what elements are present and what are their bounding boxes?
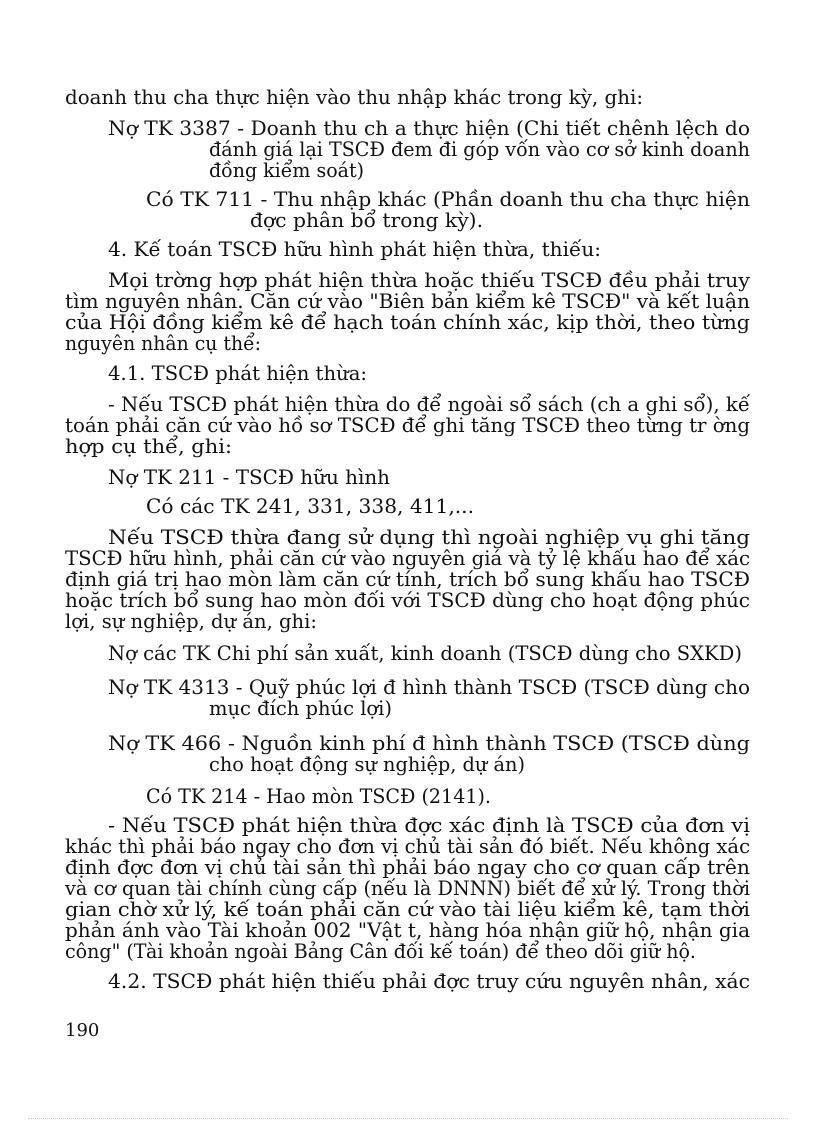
- text-line: Có các TK 241, 331, 338, 411,...: [146, 495, 474, 518]
- text-line: Có TK 214 - Hao mòn TSCĐ (2141).: [146, 785, 491, 808]
- text-line: Nếu TSCĐ thừa đang sử dụng thì ngoài nghiệp vụ ghi tăng: [108, 526, 751, 549]
- text-line: gian chờ xử lý, kế toán phải căn cứ vào tài liệu kiểm kê, tạm thời: [65, 898, 750, 921]
- text-line: đợc phân bổ trong kỳ).: [250, 209, 484, 232]
- text-line: cho hoạt động sự nghiệp, dự án): [209, 753, 526, 776]
- text-line: lợi, sự nghiệp, dự án, ghi:: [65, 610, 317, 633]
- text-line: - Nếu TSCĐ phát hiện thừa đợc xác định là TSCĐ của đơn vị: [108, 814, 751, 837]
- text-line: - Nếu TSCĐ phát hiện thừa do để ngoài sổ sách (ch a ghi sổ), kế: [108, 393, 751, 416]
- text-line: Nợ TK 211 - TSCĐ hữu hình: [108, 466, 390, 489]
- text-line: Nợ TK 3387 - Doanh thu ch a thực hiện (Chi tiết chênh lệch do: [108, 117, 751, 140]
- page-number: 190: [65, 1020, 100, 1041]
- text-line: Nợ TK 466 - Nguồn kinh phí đ hình thành TSCĐ (TSCĐ dùng: [108, 732, 750, 755]
- text-line: và cơ quan tài chính cùng cấp (nếu là DNNN) biết để xử lý. Trong thời: [65, 877, 750, 900]
- text-line: doanh thu cha thực hiện vào thu nhập khác trong kỳ, ghi:: [65, 86, 643, 109]
- text-line: định đợc đơn vị chủ tài sản thì phải báo ngay cho cơ quan cấp trên: [65, 856, 751, 879]
- text-line: của Hội đồng kiểm kê để hạch toán chính xác, kịp thời, theo từng: [65, 311, 751, 334]
- text-line: công" (Tài khoản ngoài Bảng Cân đối kế toán) để theo dõi giữ hộ.: [65, 940, 696, 963]
- text-line: tìm nguyên nhân. Căn cứ vào "Biên bản kiểm kê TSCĐ" và kết luận: [65, 290, 750, 313]
- text-line: toán phải căn cứ vào hồ sơ TSCĐ để ghi tăng TSCĐ theo từng tr ờng: [65, 414, 751, 437]
- text-line: đánh giá lại TSCĐ đem đi góp vốn vào cơ sở kinh doanh: [209, 138, 750, 161]
- text-line: Nợ TK 4313 - Quỹ phúc lợi đ hình thành TSCĐ (TSCĐ dùng cho: [108, 676, 750, 699]
- text-line: hợp cụ thể, ghi:: [65, 435, 233, 458]
- text-line: nguyên nhân cụ thể:: [65, 332, 261, 355]
- section-heading: 4.1. TSCĐ phát hiện thừa:: [108, 362, 367, 385]
- text-line: Có TK 711 - Thu nhập khác (Phần doanh thu cha thực hiện: [146, 188, 750, 211]
- text-line: TSCĐ hữu hình, phải căn cứ vào nguyên giá và tỷ lệ khấu hao để xác: [65, 547, 751, 570]
- text-line: phản ánh vào Tài khoản 002 "Vật t, hàng hóa nhận giữ hộ, nhận gia: [65, 919, 751, 942]
- text-line: khác thì phải báo ngay cho đơn vị chủ tài sản đó biết. Nếu không xác: [65, 835, 751, 858]
- text-line: hoặc trích bổ sung hao mòn đối với TSCĐ dùng cho hoạt động phúc: [65, 589, 751, 612]
- text-line: đồng kiểm soát): [209, 159, 364, 182]
- page-bottom-divider: [28, 1118, 788, 1119]
- text-line: Mọi trờng hợp phát hiện thừa hoặc thiếu TSCĐ đều phải truy: [108, 269, 750, 292]
- text-line: 4.2. TSCĐ phát hiện thiếu phải đợc truy cứu nguyên nhân, xác: [108, 970, 750, 993]
- text-line: định giá trị hao mòn làm căn cứ tính, trích bổ sung khấu hao TSCĐ: [65, 568, 750, 591]
- text-line: Nợ các TK Chi phí sản xuất, kinh doanh (TSCĐ dùng cho SXKD): [108, 642, 742, 665]
- text-line: mục đích phúc lợi): [209, 697, 392, 720]
- section-heading: 4. Kế toán TSCĐ hữu hình phát hiện thừa, thiếu:: [108, 238, 602, 261]
